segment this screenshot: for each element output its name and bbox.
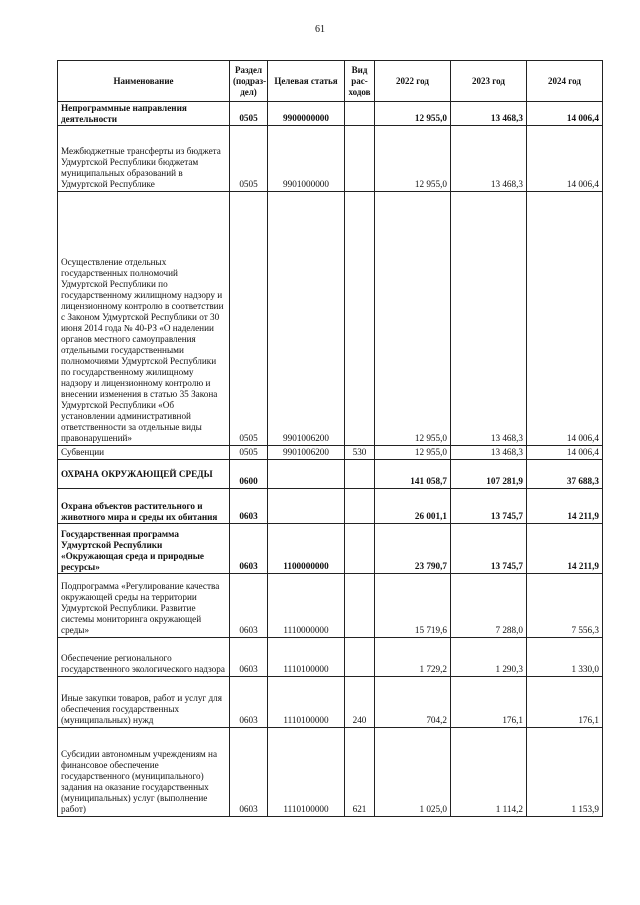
table-row: [58, 192, 603, 446]
row-section: 0603: [230, 574, 268, 638]
row-expense-type: [345, 460, 375, 489]
row-section: 0603: [230, 728, 268, 817]
row-2023: 1 290,3: [451, 638, 527, 677]
row-target: 9901000000: [268, 126, 345, 192]
row-section: 0505: [230, 446, 268, 460]
table-row: [58, 460, 603, 489]
row-name: Субвенции: [58, 446, 230, 460]
row-section: 0603: [230, 524, 268, 574]
row-2024: 14 006,4: [527, 192, 603, 446]
row-name: Подпрограмма «Регулирование качества окружающей среды на территории Удмуртской Республики. Развитие системы мониторинга окружающей среды»: [58, 574, 230, 638]
row-expense-type: [345, 638, 375, 677]
table-row: [58, 728, 603, 817]
row-section: 0505: [230, 192, 268, 446]
row-expense-type: 240: [345, 677, 375, 728]
row-2023: 1 114,2: [451, 728, 527, 817]
row-target: 9901006200: [268, 192, 345, 446]
row-2022: 26 001,1: [375, 489, 451, 524]
row-target: 1110100000: [268, 638, 345, 677]
row-expense-type: [345, 489, 375, 524]
row-name: ОХРАНА ОКРУЖАЮЩЕЙ СРЕДЫ: [58, 460, 230, 489]
row-target: 1110000000: [268, 574, 345, 638]
table-row: [58, 638, 603, 677]
row-target: 9901006200: [268, 446, 345, 460]
row-2022: 141 058,7: [375, 460, 451, 489]
header-2022: 2022 год: [375, 61, 451, 102]
row-target: 1110100000: [268, 677, 345, 728]
row-section: 0603: [230, 489, 268, 524]
row-2023: 13 468,3: [451, 126, 527, 192]
row-expense-type: [345, 192, 375, 446]
row-target: 9900000000: [268, 102, 345, 126]
row-2022: 12 955,0: [375, 126, 451, 192]
header-target: Целевая статья: [268, 61, 345, 102]
row-2022: 704,2: [375, 677, 451, 728]
row-section: 0505: [230, 126, 268, 192]
table-row: [58, 102, 603, 126]
row-expense-type: [345, 524, 375, 574]
row-expense-type: [345, 574, 375, 638]
header-2024: 2024 год: [527, 61, 603, 102]
row-2023: 7 288,0: [451, 574, 527, 638]
row-expense-type: [345, 126, 375, 192]
row-2022: 12 955,0: [375, 446, 451, 460]
row-2023: 13 745,7: [451, 524, 527, 574]
table-row: [58, 126, 603, 192]
row-section: 0603: [230, 677, 268, 728]
row-2023: 13 468,3: [451, 446, 527, 460]
row-2024: 176,1: [527, 677, 603, 728]
row-2024: 1 153,9: [527, 728, 603, 817]
row-2024: 14 006,4: [527, 126, 603, 192]
row-name: Субсидии автономным учреждениям на финансовое обеспечение государственного (муниципального) задания на оказание государственных (муниципальных) услуг (выполнение работ): [58, 728, 230, 817]
row-target: [268, 489, 345, 524]
row-expense-type: [345, 102, 375, 126]
row-2024: 7 556,3: [527, 574, 603, 638]
table-row: [58, 574, 603, 638]
row-name: Межбюджетные трансферты из бюджета Удмуртской Республики бюджетам муниципальных образований в Удмуртской Республике: [58, 126, 230, 192]
row-target: 1110100000: [268, 728, 345, 817]
page-number: 61: [315, 24, 325, 35]
table-row: [58, 677, 603, 728]
row-2023: 13 745,7: [451, 489, 527, 524]
header-section: Раздел (подраз-дел): [230, 61, 268, 102]
row-name: Осуществление отдельных государственных полномочий Удмуртской Республики по государственному жилищному надзору и лицензионному контролю в соответствии с Законом Удмуртской Республики от 30 июня 2014 года № 40-РЗ «О наделении органов местного самоуправления отдельными государственными полномочиями Удмуртской Республики по государственному жилищному надзору и лицензионному контролю и внесении изменения в статью 35 Закона Удмуртской Республики «Об установлении административной ответственности за отдельные виды правонарушений»: [58, 192, 230, 446]
row-2022: 23 790,7: [375, 524, 451, 574]
row-2023: 13 468,3: [451, 102, 527, 126]
row-2022: 12 955,0: [375, 192, 451, 446]
row-2022: 12 955,0: [375, 102, 451, 126]
row-2022: 15 719,6: [375, 574, 451, 638]
row-2024: 1 330,0: [527, 638, 603, 677]
row-2023: 107 281,9: [451, 460, 527, 489]
row-2022: 1 729,2: [375, 638, 451, 677]
row-2023: 176,1: [451, 677, 527, 728]
row-2023: 13 468,3: [451, 192, 527, 446]
row-2022: 1 025,0: [375, 728, 451, 817]
row-2024: 14 006,4: [527, 102, 603, 126]
row-section: 0505: [230, 102, 268, 126]
row-expense-type: 621: [345, 728, 375, 817]
row-2024: 14 211,9: [527, 489, 603, 524]
row-name: Иные закупки товаров, работ и услуг для обеспечения государственных (муниципальных) нужд: [58, 677, 230, 728]
row-2024: 14 211,9: [527, 524, 603, 574]
budget-table: [57, 60, 603, 817]
row-section: 0600: [230, 460, 268, 489]
header-expense-type: Вид рас-ходов: [345, 61, 375, 102]
row-target: 1100000000: [268, 524, 345, 574]
row-expense-type: 530: [345, 446, 375, 460]
row-name: Государственная программа Удмуртской Республики «Окружающая среда и природные ресурсы»: [58, 524, 230, 574]
header-name: Наименование: [58, 61, 230, 102]
table-row: [58, 446, 603, 460]
table-row: [58, 489, 603, 524]
table-row: [58, 524, 603, 574]
row-name: Непрограммные направления деятельности: [58, 102, 230, 126]
row-2024: 14 006,4: [527, 446, 603, 460]
row-name: Обеспечение регионального государственного экологического надзора: [58, 638, 230, 677]
header-2023: 2023 год: [451, 61, 527, 102]
row-name: Охрана объектов растительного и животного мира и среды их обитания: [58, 489, 230, 524]
row-section: 0603: [230, 638, 268, 677]
row-2024: 37 688,3: [527, 460, 603, 489]
row-target: [268, 460, 345, 489]
header-row: [58, 61, 603, 102]
